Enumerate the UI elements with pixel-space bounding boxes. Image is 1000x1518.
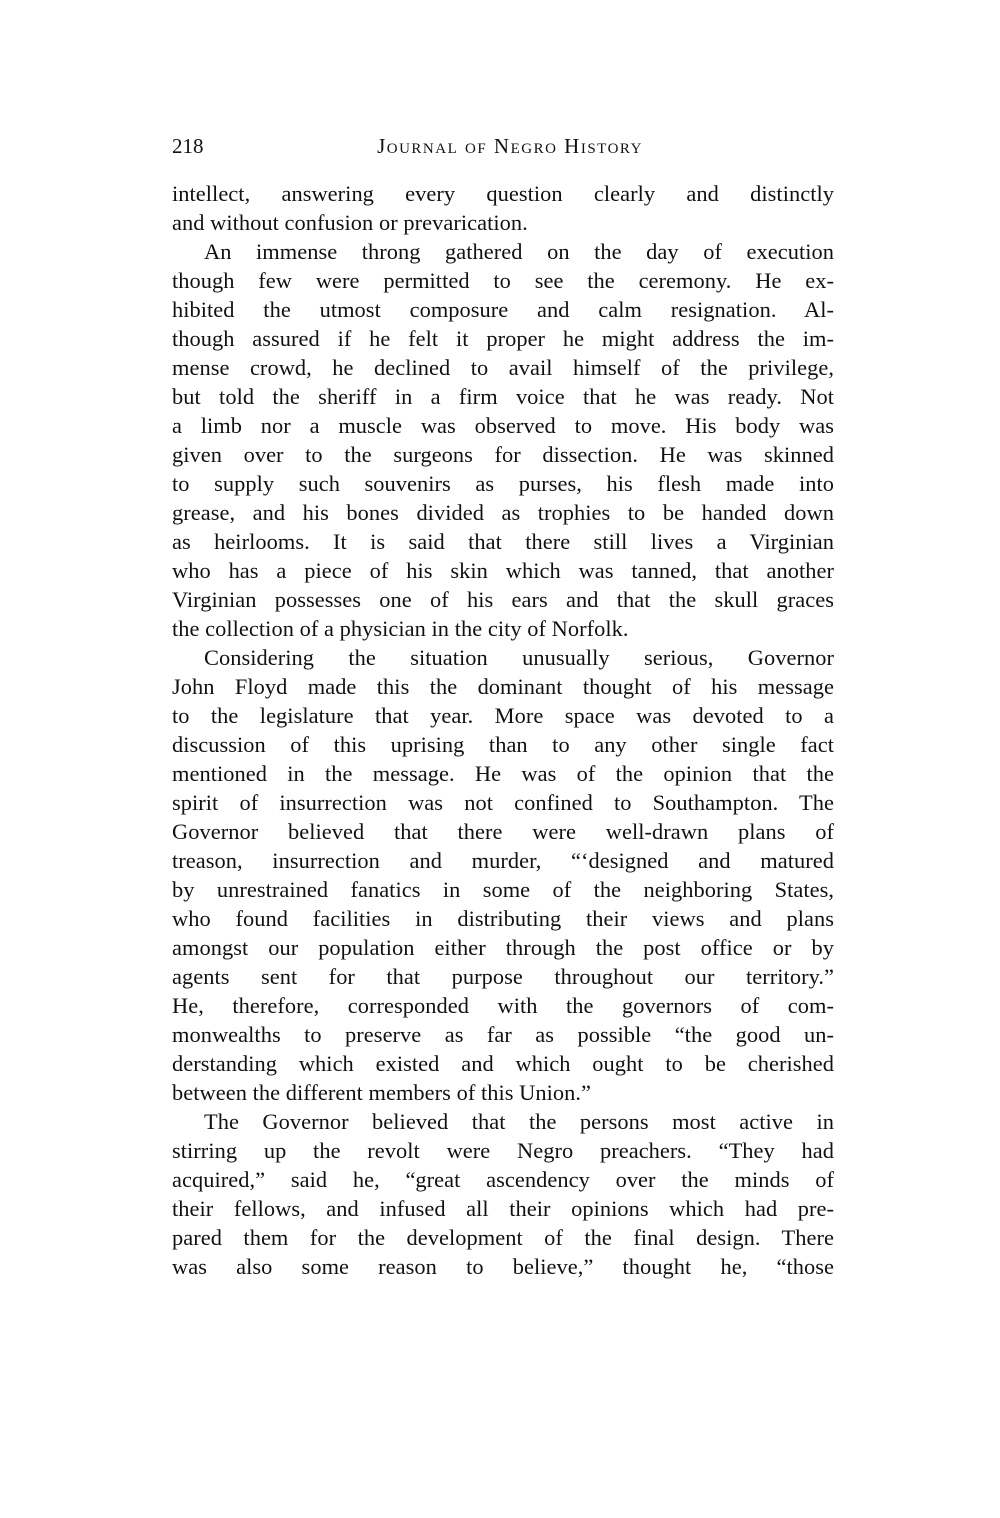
- text-line: between the different members of this Union.”: [172, 1080, 592, 1105]
- text-line: though assured if he felt it proper he might address the im-: [172, 326, 834, 351]
- text-line: pared them for the development of the final design. There: [172, 1225, 834, 1250]
- paragraph: [172, 179, 834, 237]
- text-line: acquired,” said he, “great ascendency over the minds of: [172, 1167, 834, 1192]
- paragraph: [172, 237, 834, 643]
- journal-title: Journal of Negro History: [377, 134, 643, 158]
- text-line: spirit of insurrection was not confined to Southampton. The: [172, 790, 834, 815]
- text-line: to the legislature that year. More space was devoted to a: [172, 703, 834, 728]
- text-line: to supply such souvenirs as purses, his flesh made into: [172, 471, 834, 496]
- text-line: amongst our population either through the post office or by: [172, 935, 834, 960]
- text-line: agents sent for that purpose throughout our territory.”: [172, 964, 834, 989]
- paragraph: [172, 1107, 834, 1281]
- page-number: 218: [172, 134, 204, 158]
- text-line: who found facilities in distributing their views and plans: [172, 906, 834, 931]
- text-line: Governor believed that there were well-drawn plans of: [172, 819, 834, 844]
- text-line: given over to the surgeons for dissection. He was skinned: [172, 442, 834, 467]
- text-line: discussion of this uprising than to any other single fact: [172, 732, 834, 757]
- body-text: [172, 179, 834, 1281]
- text-line: who has a piece of his skin which was tanned, that another: [172, 558, 834, 583]
- journal-page: [172, 128, 834, 1281]
- text-line: their fellows, and infused all their opinions which had pre-: [172, 1196, 834, 1221]
- text-line: An immense throng gathered on the day of execution: [204, 239, 834, 264]
- text-line: treason, insurrection and murder, “‘designed and matured: [172, 848, 834, 873]
- text-line: Considering the situation unusually serious, Governor: [204, 645, 834, 670]
- text-line: by unrestrained fanatics in some of the neighboring States,: [172, 877, 834, 902]
- text-line: grease, and his bones divided as trophies to be handed down: [172, 500, 834, 525]
- text-line: a limb nor a muscle was observed to move. His body was: [172, 413, 834, 438]
- text-line: as heirlooms. It is said that there still lives a Virginian: [172, 529, 834, 554]
- text-line: The Governor believed that the persons most active in: [204, 1109, 834, 1134]
- text-line: was also some reason to believe,” thought he, “those: [172, 1254, 834, 1279]
- running-header: [172, 128, 834, 164]
- text-line: but told the sheriff in a firm voice that he was ready. Not: [172, 384, 834, 409]
- text-line: derstanding which existed and which ought to be cherished: [172, 1051, 834, 1076]
- text-line: mentioned in the message. He was of the opinion that the: [172, 761, 834, 786]
- text-line: monwealths to preserve as far as possible “the good un-: [172, 1022, 834, 1047]
- paragraph: [172, 643, 834, 1107]
- text-line: mense crowd, he declined to avail himself of the privilege,: [172, 355, 834, 380]
- text-line: He, therefore, corresponded with the governors of com-: [172, 993, 834, 1018]
- text-line: stirring up the revolt were Negro preachers. “They had: [172, 1138, 834, 1163]
- text-line: and without confusion or prevarication.: [172, 210, 528, 235]
- text-line: the collection of a physician in the city of Norfolk.: [172, 616, 629, 641]
- text-line: hibited the utmost composure and calm resignation. Al-: [172, 297, 834, 322]
- text-line: John Floyd made this the dominant thought of his message: [172, 674, 834, 699]
- text-line: intellect, answering every question clearly and distinctly: [172, 181, 834, 206]
- text-line: Virginian possesses one of his ears and that the skull graces: [172, 587, 834, 612]
- text-line: though few were permitted to see the ceremony. He ex-: [172, 268, 834, 293]
